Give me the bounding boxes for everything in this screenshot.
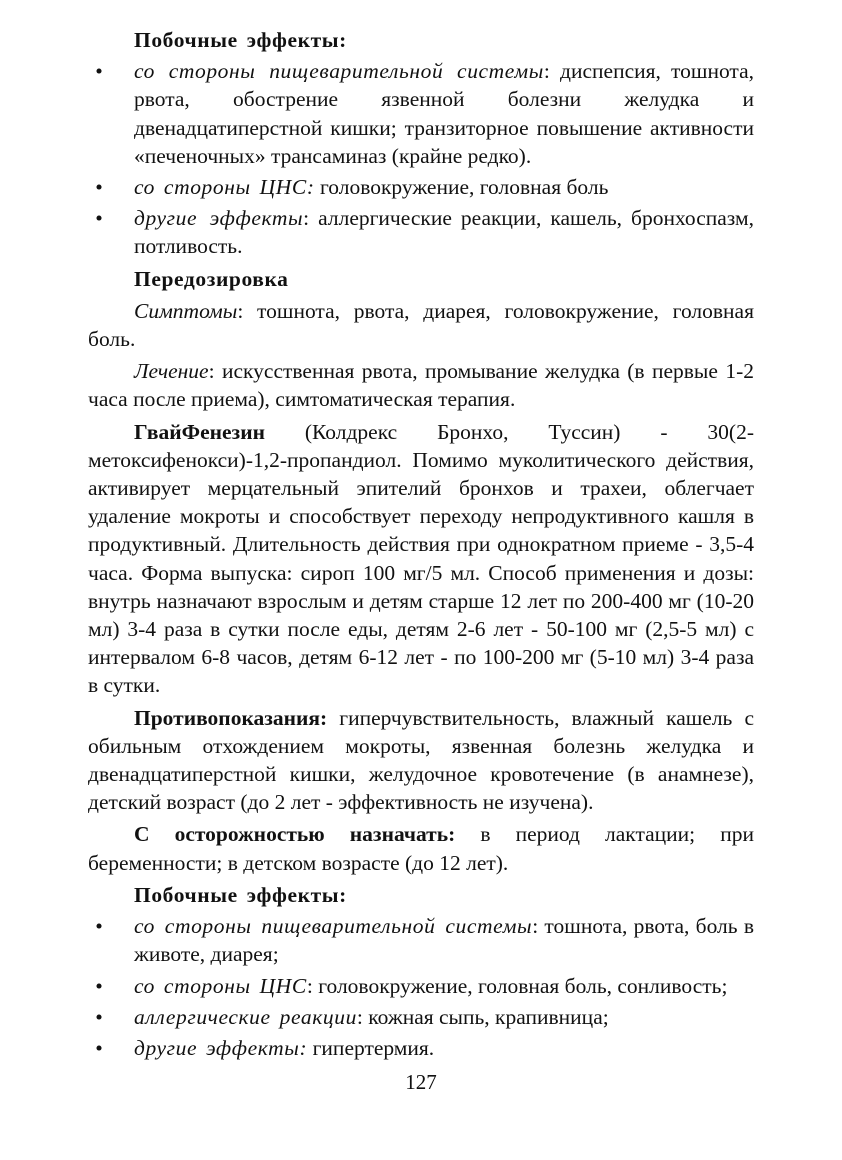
- bullet-icon: •: [95, 1035, 103, 1060]
- paragraph: [88, 297, 754, 353]
- paragraph: [88, 418, 754, 700]
- paragraph-text: гиперчувствительность, влажный кашель с обильным отхождением мокроты, язвенная болезнь желудка и двенадцатиперстной кишки, желудочное кровотечение (в анамнезе), детский возраст (до 2 лет - эффективность не изучена).: [88, 705, 754, 815]
- bullet-icon: •: [95, 175, 103, 200]
- bullet-icon: •: [95, 206, 103, 231]
- paragraph-lead: Противопоказания:: [134, 705, 328, 730]
- paragraph-text: : искусственная рвота, промывание желудка (в первые 1-2 часа после приема), симтоматическая терапия.: [88, 359, 754, 412]
- list-item-lead: аллергические реакции: [134, 1004, 357, 1029]
- paragraph: [88, 704, 754, 817]
- section-heading: Побочные эффекты:: [134, 882, 347, 907]
- page-content: [88, 26, 754, 1062]
- paragraph-lead: Симптомы: [134, 298, 238, 323]
- list-item-lead: со стороны ЦНС: [134, 973, 307, 998]
- paragraph-lead: ГвайФенезин: [134, 419, 265, 444]
- bullet-icon: •: [95, 1004, 103, 1029]
- list-item-text: : тошнота, рвота, боль в животе, диарея;: [134, 914, 754, 967]
- bullet-icon: •: [95, 59, 103, 84]
- list-item: [88, 972, 754, 1000]
- bullet-list: [88, 57, 754, 260]
- list-item: [88, 173, 754, 201]
- list-item-text: : кожная сыпь, крапивница;: [356, 1004, 609, 1029]
- paragraph: [88, 820, 754, 876]
- list-item-text: : диспепсия, тошнота, рвота, обострение язвенной болезни желудка и двенадцатиперстной кишки; транзиторное повышение активности «печеночных» трансаминаз (крайне редко).: [134, 59, 754, 168]
- section-heading: Побочные эффекты:: [134, 28, 347, 52]
- bullet-icon: •: [95, 914, 103, 939]
- list-item: [88, 57, 754, 170]
- paragraph-text: : тошнота, рвота, диарея, головокружение, головная боль.: [88, 298, 754, 352]
- list-item-lead: другие эффекты: [134, 206, 304, 231]
- list-item-text: : аллергические реакции, кашель, бронхоспазм, потливость.: [134, 206, 754, 259]
- list-item: [88, 1003, 754, 1031]
- list-item: [88, 204, 754, 260]
- bullet-icon: •: [95, 973, 103, 998]
- list-item-text: гипертермия.: [307, 1035, 435, 1060]
- bullet-list: [88, 912, 754, 1062]
- list-item-text: головокружение, головная боль: [314, 175, 609, 200]
- list-item-lead: другие эффекты:: [134, 1035, 308, 1060]
- paragraph-text: в период лактации; при беременности; в детском возрасте (до 12 лет).: [88, 822, 754, 875]
- list-item: [88, 1034, 754, 1062]
- list-item: [88, 912, 754, 968]
- list-item-lead: со стороны ЦНС:: [134, 175, 315, 200]
- list-item-lead: со стороны пищеварительной системы: [134, 914, 533, 939]
- list-item-text: : головокружение, головная боль, сонливость;: [306, 973, 728, 998]
- paragraph-lead: Лечение: [134, 359, 209, 384]
- page-number: 127: [405, 1070, 437, 1094]
- paragraph-text: (Колдрекс Бронхо, Туссин) - 30(2-метоксифенокси)-1,2-пропандиол. Помимо муколитического действия, активирует мерцательный эпителий бронхов и трахеи, облегчает удаление мокроты и способствует переходу непродуктивного кашля в продуктивный. Длительность действия при однократном приеме - 3,5-4 часа. Форма выпуска: сироп 100 мг/5 мл. Способ применения и дозы: внутрь назначают взрослым и детям старше 12 лет по 200-400 мг (10-20 мл) 3-4 раза в сутки после еды, детям 2-6 лет - 50-100 мг (2,5-5 мл) с интервалом 6-8 часов, детям 6-12 лет - по 100-200 мг (5-10 мл) 3-4 раза в сутки.: [88, 419, 754, 698]
- paragraph: [88, 357, 754, 413]
- list-item-lead: со стороны пищеварительной системы: [134, 59, 544, 84]
- paragraph-lead: С осторожностью назначать:: [134, 822, 456, 847]
- section-heading: Передозировка: [134, 266, 289, 291]
